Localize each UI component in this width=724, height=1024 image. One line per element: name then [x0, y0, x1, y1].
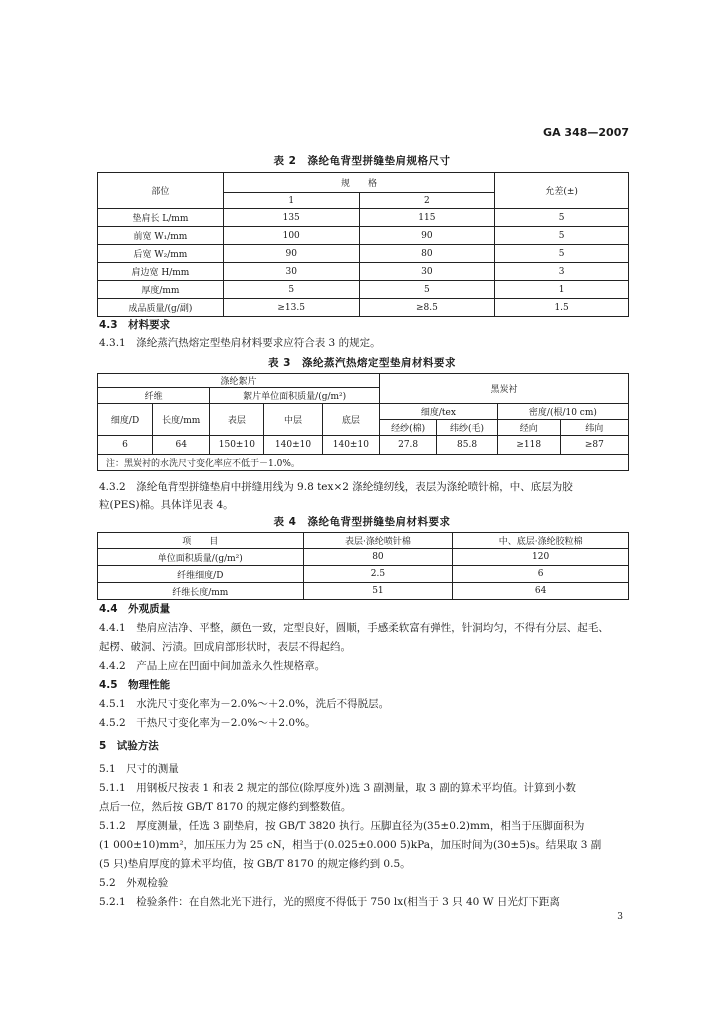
- table2-cell: 30: [359, 263, 495, 281]
- table2-cell: 1.5: [495, 299, 629, 317]
- standard-number: GA 348—2007: [543, 126, 629, 139]
- table3-cell: 140±10: [322, 436, 379, 455]
- table2: [97, 172, 629, 317]
- section-4-4: 4.4 外观质量: [99, 603, 171, 615]
- table3-header-warp-yarn: 经纱(棉): [379, 420, 436, 436]
- table3-header-surface: 表层: [210, 404, 264, 436]
- page-number: 3: [617, 912, 623, 922]
- table4-cell: 51: [303, 583, 453, 600]
- table2-header-tolerance: 允差(±): [495, 173, 629, 209]
- section-4-4-1-line1: 4.4.1 垫肩应洁净、平整，颜色一致，定型良好，圆顺，手感柔软富有弹性，针洞均匀，不得有分层、起毛、: [99, 622, 609, 634]
- table2-cell: 5: [223, 281, 359, 299]
- section-4-5-1: 4.5.1 水洗尺寸变化率为－2.0%～＋2.0%，洗后不得脱层。: [99, 698, 390, 710]
- section-4-5-2: 4.5.2 干热尺寸变化率为－2.0%～＋2.0%。: [99, 717, 316, 729]
- table4: [97, 532, 629, 600]
- table2-cell: 5: [495, 227, 629, 245]
- table2-cell: 5: [495, 209, 629, 227]
- table3-cell: 64: [153, 436, 210, 455]
- table3-cell: 85.8: [437, 436, 498, 455]
- table4-header-item: 项 目: [98, 533, 304, 549]
- section-5-1-2-line2: (1 000±10)mm²，加压压力为 25 cN，相当于(0.025±0.000 5)kPa，加压时间为(30±5)s。结果取 3 副: [99, 839, 602, 851]
- table3-header-weft: 纬向: [560, 420, 628, 436]
- table2-cell: 5: [359, 281, 495, 299]
- table2-cell: 5: [495, 245, 629, 263]
- table4-cell: 2.5: [303, 566, 453, 583]
- table2-cell: 成品质量/(g/副): [98, 299, 224, 317]
- table2-cell: 115: [359, 209, 495, 227]
- table2-cell: 90: [223, 245, 359, 263]
- table3-header-lining: 黑炭衬: [379, 374, 628, 404]
- table4-cell: 6: [453, 566, 629, 583]
- section-4-3-1: 4.3.1 涤纶蒸汽热熔定型垫肩材料要求应符合表 3 的规定。: [99, 337, 381, 349]
- table2-cell: 后宽 W₂/mm: [98, 245, 224, 263]
- table3-header-bottom: 底层: [322, 404, 379, 436]
- table4-cell: 纤维细度/D: [98, 566, 304, 583]
- table3-header-flake: 涤纶絮片: [98, 374, 380, 388]
- table4-header-mid-bottom: 中、底层·涤纶胶粒棉: [453, 533, 629, 549]
- table3-title: 表 3 涤纶蒸汽热熔定型垫肩材料要求: [268, 357, 456, 369]
- section-5-1-1-line2: 点后一位，然后按 GB/T 8170 的规定修约到整数值。: [99, 801, 352, 813]
- table2-header-part: 部位: [98, 173, 224, 209]
- table2-cell: ≥13.5: [223, 299, 359, 317]
- table4-cell: 120: [453, 549, 629, 566]
- table3-cell: ≥118: [497, 436, 560, 455]
- table4-cell: 64: [453, 583, 629, 600]
- table2-cell: 90: [359, 227, 495, 245]
- table3-header-unit-mass: 絮片单位面积质量/(g/m²): [210, 388, 380, 404]
- table3-header-middle: 中层: [264, 404, 322, 436]
- section-4-3-2-line2: 粒(PES)棉。具体详见表 4。: [99, 499, 234, 511]
- table2-cell: 80: [359, 245, 495, 263]
- table3-header-fineness-tex: 细度/tex: [379, 404, 497, 420]
- table3-header-weft-yarn: 纬纱(毛): [437, 420, 498, 436]
- table2-cell: ≥8.5: [359, 299, 495, 317]
- table3-cell: 150±10: [210, 436, 264, 455]
- table4-cell: 80: [303, 549, 453, 566]
- table2-cell: 垫肩长 L/mm: [98, 209, 224, 227]
- section-5-1-1-line1: 5.1.1 用钢板尺按表 1 和表 2 规定的部位(除厚度外)选 3 副测量，取 3 副的算术平均值。计算到小数: [99, 782, 576, 794]
- table2-header-spec-2: 2: [359, 193, 495, 209]
- table2-cell: 肩边宽 H/mm: [98, 263, 224, 281]
- table3-cell: 27.8: [379, 436, 436, 455]
- table2-header-spec-1: 1: [223, 193, 359, 209]
- section-4-5: 4.5 物理性能: [99, 679, 171, 691]
- section-4-4-1-line2: 起楞、破洞、污渍。回成肩部形状时，表层不得起绉。: [99, 641, 351, 653]
- table2-cell: 100: [223, 227, 359, 245]
- table3-header-fineness: 细度/D: [98, 404, 153, 436]
- table3-header-warp: 经向: [497, 420, 560, 436]
- table2-cell: 3: [495, 263, 629, 281]
- table4-header-surface: 表层·涤纶喷针棉: [303, 533, 453, 549]
- section-5-1: 5.1 尺寸的测量: [99, 763, 179, 775]
- section-5-2-1: 5.2.1 检验条件：在自然北光下进行，光的照度不得低于 750 lx(相当于 3 只 40 W 日光灯下距离: [99, 896, 560, 908]
- table2-cell: 1: [495, 281, 629, 299]
- table3-header-fiber: 纤维: [98, 388, 210, 404]
- section-4-3-2-line1: 4.3.2 涤纶龟背型拼缝垫肩中拼缝用线为 9.8 tex×2 涤纶缝纫线，表层为涤纶喷针棉，中、底层为胶: [99, 481, 573, 493]
- section-5-2: 5.2 外观检验: [99, 877, 169, 889]
- table2-cell: 30: [223, 263, 359, 281]
- table3: [97, 373, 629, 471]
- table4-cell: 单位面积质量/(g/m²): [98, 549, 304, 566]
- table3-cell: 140±10: [264, 436, 322, 455]
- table2-cell: 前宽 W₁/mm: [98, 227, 224, 245]
- table3-header-length: 长度/mm: [153, 404, 210, 436]
- section-4-3: 4.3 材料要求: [99, 319, 171, 331]
- table3-note: 注：黑炭衬的水洗尺寸变化率应不低于－1.0%。: [98, 455, 629, 471]
- section-5: 5 试验方法: [99, 740, 159, 752]
- table3-cell: ≥87: [560, 436, 628, 455]
- table3-header-density: 密度/(根/10 cm): [497, 404, 628, 420]
- table4-title: 表 4 涤纶龟背型拼缝垫肩材料要求: [273, 516, 451, 528]
- section-5-1-2-line1: 5.1.2 厚度测量，任选 3 副垫肩，按 GB/T 3820 执行。压脚直径为(35±0.2)mm，相当于压脚面积为: [99, 820, 585, 832]
- table4-cell: 纤维长度/mm: [98, 583, 304, 600]
- table3-cell: 6: [98, 436, 153, 455]
- table2-cell: 135: [223, 209, 359, 227]
- table2-cell: 厚度/mm: [98, 281, 224, 299]
- table2-header-spec: 规 格: [223, 173, 494, 193]
- table2-title: 表 2 涤纶龟背型拼缝垫肩规格尺寸: [273, 155, 451, 167]
- section-4-4-2: 4.4.2 产品上应在凹面中间加盖永久性规格章。: [99, 660, 326, 672]
- section-5-1-2-line3: (5 只)垫肩厚度的算术平均值，按 GB/T 8170 的规定修约到 0.5。: [99, 858, 411, 870]
